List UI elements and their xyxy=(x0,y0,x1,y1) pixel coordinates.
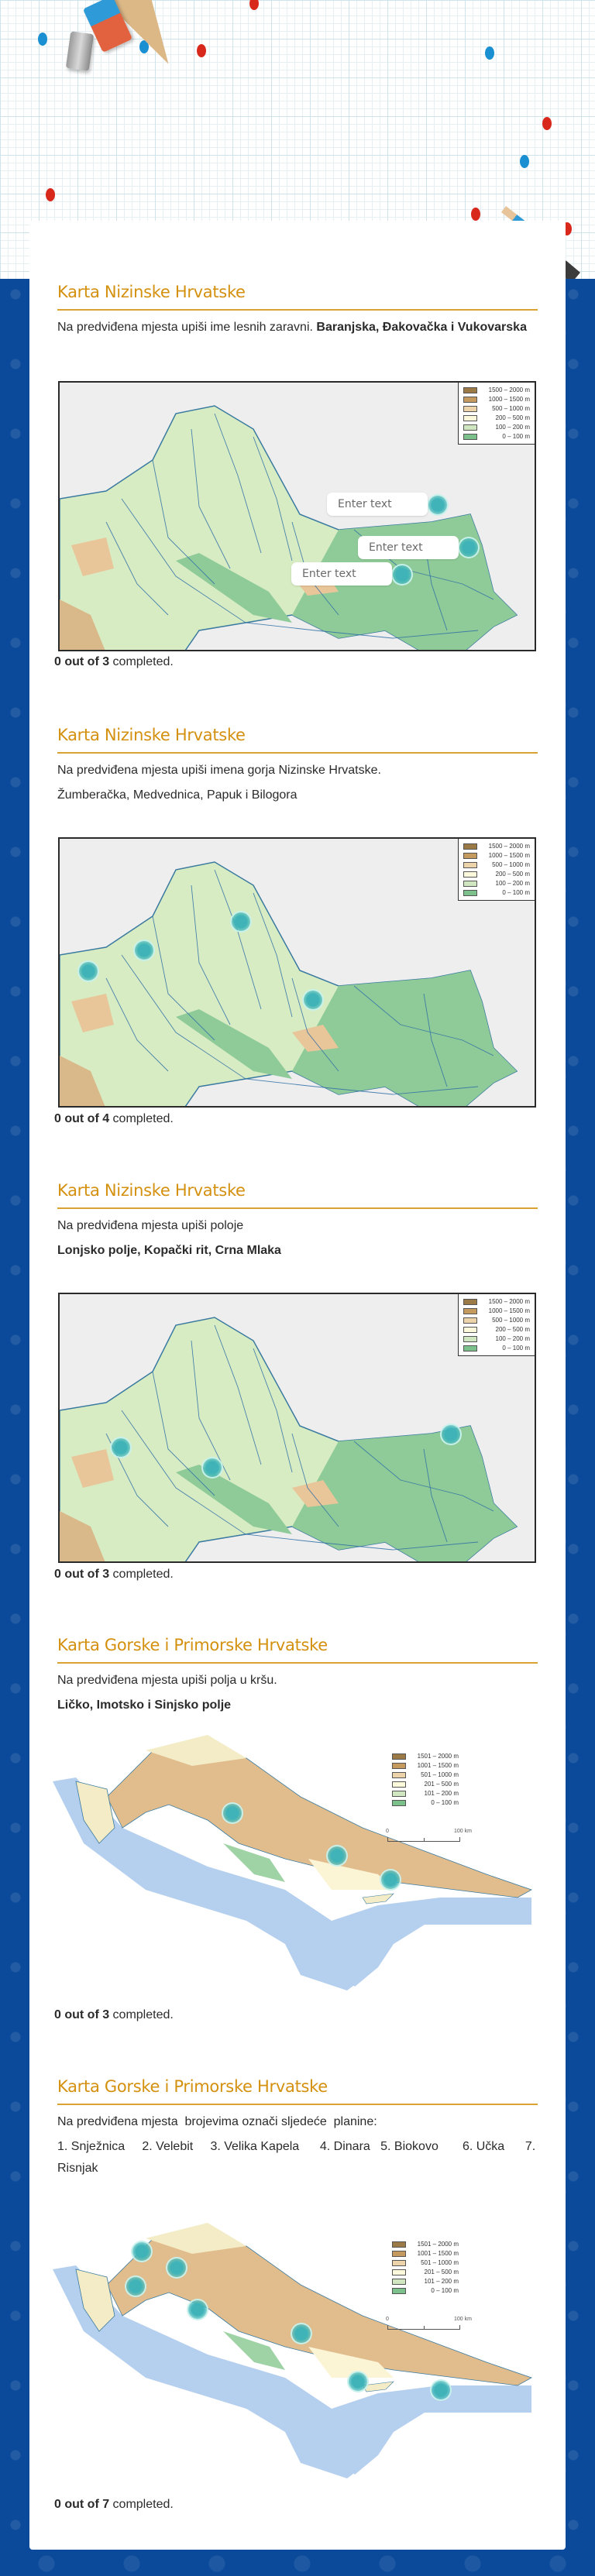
section-title: Karta Nizinske Hrvatske xyxy=(57,1181,246,1200)
answer-marker-2[interactable] xyxy=(326,1845,348,1867)
scale-start-label: 0 xyxy=(386,1829,389,1834)
legend-label: 1500 – 2000 m xyxy=(488,843,530,850)
section-polja-u-krsu xyxy=(57,1634,538,1716)
legend-row xyxy=(392,2258,459,2268)
legend-label: 101 – 200 m xyxy=(424,1790,459,1797)
lowland-map xyxy=(58,837,536,1108)
section-poloji xyxy=(57,1180,538,1262)
legend-row xyxy=(463,1344,530,1353)
legend-swatch xyxy=(463,1317,477,1324)
legend-label: 101 – 200 m xyxy=(424,2278,459,2285)
legend-row xyxy=(392,1771,459,1780)
progress-count: 0 out of 7 xyxy=(54,2498,110,2511)
legend-row xyxy=(463,404,530,414)
legend-swatch xyxy=(463,843,477,850)
answer-marker-3[interactable] xyxy=(380,1869,401,1891)
map-scale-bar xyxy=(387,2325,460,2330)
answer-marker-2[interactable] xyxy=(166,2257,187,2279)
answer-marker-6[interactable] xyxy=(347,2371,369,2392)
map-scale-bar xyxy=(387,1837,460,1842)
coastal-map xyxy=(53,2223,541,2478)
legend-swatch xyxy=(392,1753,406,1760)
section-gorja xyxy=(57,724,538,806)
legend-label: 500 – 1000 m xyxy=(492,405,530,412)
legend-swatch xyxy=(392,1781,406,1788)
confetti-dot xyxy=(197,44,206,57)
section-title: Karta Gorske i Primorske Hrvatske xyxy=(57,1636,328,1654)
answer-marker-3[interactable] xyxy=(230,911,252,933)
answer-marker-2[interactable] xyxy=(201,1457,223,1479)
answer-marker-3[interactable] xyxy=(125,2275,146,2297)
answer-marker-3[interactable] xyxy=(440,1424,462,1445)
legend-swatch xyxy=(463,415,477,421)
legend-row xyxy=(463,386,530,395)
title-divider xyxy=(57,1662,538,1664)
legend-row xyxy=(392,2286,459,2296)
legend-label: 1001 – 1500 m xyxy=(417,2250,459,2257)
confetti-dot xyxy=(249,0,259,10)
progress-counter xyxy=(54,1112,174,1126)
legend-row xyxy=(463,1307,530,1316)
legend-swatch xyxy=(463,871,477,878)
legend-swatch xyxy=(392,2288,406,2294)
legend-swatch xyxy=(392,2241,406,2248)
legend-row xyxy=(392,1798,459,1808)
legend-label: 1501 – 2000 m xyxy=(417,1753,459,1760)
legend-label: 1000 – 1500 m xyxy=(488,852,530,859)
legend-swatch xyxy=(463,890,477,896)
elevation-legend xyxy=(387,1749,463,1810)
progress-suffix: completed. xyxy=(109,1568,174,1581)
legend-swatch xyxy=(392,2269,406,2275)
legend-swatch xyxy=(392,2251,406,2257)
legend-row xyxy=(463,879,530,888)
answer-options: Ličko, Imotsko i Sinjsko polje xyxy=(57,1698,232,1712)
legend-row xyxy=(463,888,530,898)
legend-row xyxy=(392,1752,459,1761)
legend-label: 0 – 100 m xyxy=(502,1345,530,1352)
instruction-text: Na predviđena mjesta brojevima označi sljedeće planine: xyxy=(57,2115,377,2128)
lowland-map xyxy=(58,381,536,651)
title-divider xyxy=(57,752,538,754)
legend-row xyxy=(463,432,530,441)
legend-swatch xyxy=(463,387,477,393)
legend-label: 200 – 500 m xyxy=(495,871,530,878)
legend-label: 100 – 200 m xyxy=(495,424,530,431)
legend-swatch xyxy=(463,397,477,403)
scale-end-label: 100 km xyxy=(454,1829,472,1834)
title-divider xyxy=(57,2104,538,2105)
answer-input-3[interactable] xyxy=(291,562,392,586)
answer-marker-1[interactable] xyxy=(77,960,99,982)
scale-tick xyxy=(424,1838,425,1841)
instruction-plain: Na predviđena mjesta upiši ime lesnih zaravni. xyxy=(57,321,313,334)
coastal-relief-map xyxy=(53,2223,541,2478)
answer-marker-4[interactable] xyxy=(187,2299,208,2320)
answer-marker-4[interactable] xyxy=(302,989,324,1011)
legend-row xyxy=(392,1789,459,1798)
legend-swatch xyxy=(463,1327,477,1333)
progress-counter xyxy=(54,2008,174,2022)
legend-label: 0 – 100 m xyxy=(502,889,530,896)
confetti-dot xyxy=(520,155,529,168)
legend-label: 0 – 100 m xyxy=(431,2287,459,2294)
legend-row xyxy=(463,842,530,851)
answer-options: Žumberačka, Medvednica, Papuk i Bilogora xyxy=(57,788,298,802)
legend-swatch xyxy=(463,424,477,431)
legend-row xyxy=(463,870,530,879)
answer-input-2[interactable] xyxy=(358,536,459,559)
legend-label: 1001 – 1500 m xyxy=(417,1762,459,1769)
confetti-dot xyxy=(38,33,47,46)
answer-options: Lonjsko polje, Kopački rit, Crna Mlaka xyxy=(57,1244,281,1257)
title-divider xyxy=(57,1207,538,1209)
section-title: Karta Gorske i Primorske Hrvatske xyxy=(57,2077,328,2096)
scale-end-label: 100 km xyxy=(454,2317,472,2322)
legend-swatch xyxy=(392,2260,406,2266)
progress-count: 0 out of 3 xyxy=(54,1568,110,1581)
legend-row xyxy=(392,1761,459,1771)
legend-label: 201 – 500 m xyxy=(424,2269,459,2275)
legend-swatch xyxy=(463,853,477,859)
answer-marker-1[interactable] xyxy=(427,494,449,516)
section-lesne-zaravni xyxy=(57,281,538,338)
answer-options: 1. Snježnica 2. Velebit 3. Velika Kapela 4. Dinara 5. Biokovo 6. Učka 7. Risnjak xyxy=(57,2140,539,2175)
progress-counter xyxy=(54,1568,174,1582)
legend-label: 1500 – 2000 m xyxy=(488,386,530,393)
confetti-dot xyxy=(471,208,480,221)
section-title: Karta Nizinske Hrvatske xyxy=(57,726,246,744)
legend-label: 100 – 200 m xyxy=(495,1335,530,1342)
legend-label: 500 – 1000 m xyxy=(492,1317,530,1324)
legend-label: 0 – 100 m xyxy=(502,433,530,440)
progress-count: 0 out of 4 xyxy=(54,1112,110,1125)
confetti-dot xyxy=(542,117,552,130)
elevation-legend xyxy=(458,1294,535,1356)
legend-row xyxy=(463,1297,530,1307)
legend-swatch xyxy=(463,862,477,868)
legend-swatch xyxy=(463,881,477,887)
answer-marker-3[interactable] xyxy=(391,564,413,586)
answer-marker-2[interactable] xyxy=(458,537,480,558)
scale-start-label: 0 xyxy=(386,2317,389,2322)
legend-swatch xyxy=(463,1299,477,1305)
legend-row xyxy=(463,1325,530,1334)
legend-label: 501 – 1000 m xyxy=(421,1771,459,1778)
instruction-text: Na predviđena mjesta upiši poloje xyxy=(57,1219,244,1232)
legend-label: 1000 – 1500 m xyxy=(488,1307,530,1314)
progress-counter xyxy=(54,655,174,669)
content-card xyxy=(29,221,566,2550)
scale-tick xyxy=(424,2326,425,2329)
legend-label: 1500 – 2000 m xyxy=(488,1298,530,1305)
legend-row xyxy=(463,851,530,860)
elevation-legend xyxy=(458,839,535,901)
confetti-dot xyxy=(485,46,494,60)
legend-swatch xyxy=(463,1345,477,1352)
instruction-text: Na predviđena mjesta upiši imena gorja Nizinske Hrvatske. xyxy=(57,764,381,777)
legend-row xyxy=(392,1780,459,1789)
progress-counter xyxy=(54,2498,174,2512)
title-divider xyxy=(57,309,538,311)
legend-label: 0 – 100 m xyxy=(431,1799,459,1806)
legend-label: 500 – 1000 m xyxy=(492,861,530,868)
progress-suffix: completed. xyxy=(109,2498,174,2511)
answer-input-1[interactable] xyxy=(327,493,428,516)
confetti-dot xyxy=(46,188,55,201)
answer-marker-1[interactable] xyxy=(110,1437,132,1458)
progress-suffix: completed. xyxy=(109,655,174,668)
instruction-text xyxy=(57,317,538,338)
answer-marker-7[interactable] xyxy=(430,2379,452,2401)
legend-swatch xyxy=(463,406,477,412)
elevation-legend xyxy=(387,2237,463,2298)
legend-label: 201 – 500 m xyxy=(424,1781,459,1788)
legend-swatch xyxy=(463,1336,477,1342)
progress-suffix: completed. xyxy=(109,2008,174,2021)
legend-swatch xyxy=(392,1791,406,1797)
legend-label: 501 – 1000 m xyxy=(421,2259,459,2266)
legend-swatch xyxy=(463,1308,477,1314)
legend-label: 200 – 500 m xyxy=(495,414,530,421)
legend-row xyxy=(463,423,530,432)
legend-label: 200 – 500 m xyxy=(495,1326,530,1333)
legend-row xyxy=(392,2240,459,2249)
answer-marker-2[interactable] xyxy=(133,939,155,961)
legend-swatch xyxy=(392,1763,406,1769)
legend-row xyxy=(463,1334,530,1344)
legend-row xyxy=(463,395,530,404)
answer-marker-1[interactable] xyxy=(131,2241,153,2262)
progress-count: 0 out of 3 xyxy=(54,2008,110,2021)
instruction-text: Na predviđena mjesta upiši polja u kršu. xyxy=(57,1674,277,1687)
legend-row xyxy=(463,860,530,870)
legend-row xyxy=(392,2249,459,2258)
legend-row xyxy=(392,2277,459,2286)
instruction-answers: Baranjska, Đakovačka i Vukovarska xyxy=(316,321,527,334)
legend-row xyxy=(463,1316,530,1325)
elevation-legend xyxy=(458,383,535,445)
lowland-map xyxy=(58,1293,536,1563)
legend-swatch xyxy=(392,1800,406,1806)
legend-swatch xyxy=(463,434,477,440)
coastal-map xyxy=(53,1735,541,1990)
legend-label: 1000 – 1500 m xyxy=(488,396,530,403)
sharpener-illustration xyxy=(66,31,94,71)
section-title: Karta Nizinske Hrvatske xyxy=(57,283,246,301)
coastal-relief-map xyxy=(53,1735,541,1990)
progress-count: 0 out of 3 xyxy=(54,655,110,668)
section-planine xyxy=(57,2076,538,2179)
answer-marker-1[interactable] xyxy=(222,1802,243,1824)
legend-label: 1501 – 2000 m xyxy=(417,2241,459,2248)
legend-swatch xyxy=(392,2279,406,2285)
legend-label: 100 – 200 m xyxy=(495,880,530,887)
legend-swatch xyxy=(392,1772,406,1778)
answer-marker-5[interactable] xyxy=(291,2323,312,2344)
progress-suffix: completed. xyxy=(109,1112,174,1125)
legend-row xyxy=(463,414,530,423)
legend-row xyxy=(392,2268,459,2277)
